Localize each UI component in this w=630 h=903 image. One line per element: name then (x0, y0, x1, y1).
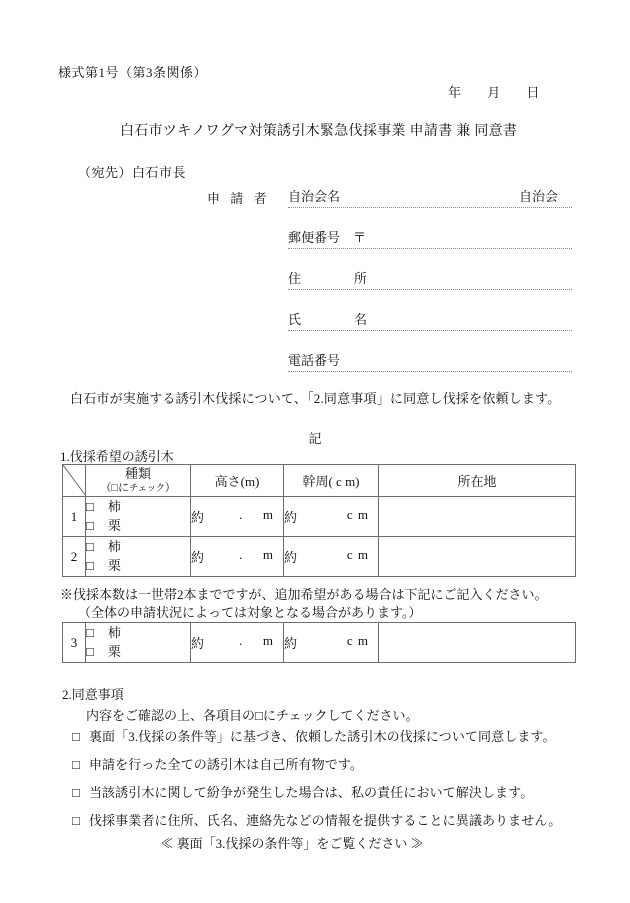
tree-table-main (62, 464, 576, 577)
field-suffix-association: 自治会 (518, 189, 558, 204)
consent-item-1[interactable] (72, 726, 561, 745)
column-header-type-line1: 種類 (124, 465, 151, 481)
row-type-checkboxes[interactable] (86, 537, 191, 577)
request-statement: 白石市が実施する誘引木伐採について、「2.同意事項」に同意し伐採を依頼します。 (70, 391, 561, 406)
height-decimal-dot: . (239, 507, 243, 522)
field-address[interactable] (288, 268, 572, 290)
trunk-unit-label: c m (346, 547, 369, 562)
row-height-input[interactable] (191, 623, 284, 663)
consent-item-4-label: 伐採事業者に住所、氏名、連絡先などの情報を提供することに異議ありません。 (88, 813, 562, 828)
height-decimal-dot: . (239, 633, 243, 648)
tree-option-kuri[interactable] (86, 557, 190, 576)
checkbox-consent-4-icon[interactable]: □ (72, 813, 80, 828)
note-line-2: （全体の申請状況によっては対象となる場合があります。） (78, 604, 422, 620)
table-row (63, 497, 576, 537)
height-decimal-dot: . (239, 547, 243, 562)
checkbox-kaki-icon[interactable]: □ (86, 498, 94, 514)
height-approx-label: 約 (191, 636, 205, 651)
row-type-checkboxes[interactable] (86, 497, 191, 537)
column-header-height: 高さ(m) (191, 465, 284, 497)
row-location-input[interactable] (379, 623, 576, 663)
column-header-location: 所在地 (379, 465, 576, 497)
checkbox-kaki-icon[interactable]: □ (86, 624, 94, 640)
applicant-label: 申 請 者 (207, 191, 271, 206)
field-label-address: 住 所 (288, 271, 377, 286)
tree-option-kaki[interactable] (86, 624, 190, 643)
consent-intro-text: 内容をご確認の上、各項目の□にチェックしてください。 (86, 708, 419, 723)
tree-option-label-kaki: 柿 (107, 498, 121, 514)
row-location-input[interactable] (379, 497, 576, 537)
tree-option-kaki[interactable] (86, 538, 190, 557)
trunk-approx-label: 約 (284, 510, 298, 525)
field-postal-code[interactable] (288, 227, 572, 249)
date-line (448, 82, 540, 101)
field-association-name[interactable] (288, 186, 572, 208)
footer-note: ≪ 裏面「3.伐採の条件等」をご覧ください ≫ (160, 836, 424, 851)
section2-title: 2.同意事項 (62, 687, 124, 702)
checkbox-consent-3-icon[interactable]: □ (72, 785, 80, 800)
checkbox-consent-1-icon[interactable]: □ (72, 729, 80, 744)
height-approx-label: 約 (191, 510, 205, 525)
checkbox-kuri-icon[interactable]: □ (86, 517, 94, 533)
height-unit-label: m (262, 633, 273, 648)
trunk-approx-label: 約 (284, 550, 298, 565)
field-name[interactable] (288, 309, 572, 331)
table-row (63, 623, 576, 663)
height-approx-label: 約 (191, 550, 205, 565)
table-header-row (63, 465, 576, 497)
additional-request-note (60, 586, 548, 621)
field-label-association-name: 自治会名 (288, 189, 341, 204)
checkbox-kuri-icon[interactable]: □ (86, 557, 94, 573)
consent-item-2[interactable] (72, 754, 561, 773)
tree-table-extra (62, 622, 576, 663)
row-trunk-input[interactable] (284, 623, 379, 663)
consent-checklist (72, 726, 561, 838)
height-unit-label: m (262, 547, 273, 562)
diagonal-line-icon (63, 465, 86, 496)
type-hint-kana: チェック (128, 483, 165, 494)
row-type-checkboxes[interactable] (86, 623, 191, 663)
height-unit-label: m (262, 507, 273, 522)
tree-option-label-kaki: 柿 (107, 624, 121, 640)
column-header-type-line2 (86, 482, 190, 495)
checkbox-consent-2-icon[interactable]: □ (72, 757, 80, 772)
kiji-marker: 記 (308, 431, 322, 446)
consent-item-3-label: 当該誘引木に関して紛争が発生した場合は、私の責任において解決します。 (88, 785, 534, 800)
field-phone[interactable] (288, 350, 572, 372)
date-year-label: 年 (448, 85, 462, 100)
addressee-line: （宛先）白石市長 (78, 165, 187, 180)
row-trunk-input[interactable] (284, 497, 379, 537)
consent-item-4[interactable] (72, 810, 561, 829)
checkbox-kuri-icon[interactable]: □ (86, 643, 94, 659)
trunk-unit-label: c m (346, 507, 369, 522)
date-month-label: 月 (487, 85, 501, 100)
tree-option-label-kuri: 栗 (107, 517, 121, 533)
tree-option-label-kuri: 栗 (107, 557, 121, 573)
row-trunk-input[interactable] (284, 537, 379, 577)
section1-title: 1.伐採希望の誘引木 (60, 449, 174, 464)
column-header-trunk: 幹周( c m) (284, 465, 379, 497)
row-location-input[interactable] (379, 537, 576, 577)
type-hint-close: ） (164, 481, 176, 494)
row-height-input[interactable] (191, 537, 284, 577)
row-number: 3 (63, 623, 86, 663)
note-line-1: ※伐採本数は一世帯2本までですが、追加希望がある場合は下記にご記入ください。 (60, 587, 548, 602)
table-row (63, 537, 576, 577)
consent-item-3[interactable] (72, 782, 561, 801)
type-hint-open: （□に (100, 481, 129, 494)
field-label-phone: 電話番号 (288, 353, 341, 368)
column-header-type (86, 465, 191, 497)
row-number: 1 (63, 497, 86, 537)
tree-option-kuri[interactable] (86, 517, 190, 536)
field-label-name: 氏 名 (288, 312, 377, 327)
field-label-postal-code: 郵便番号 〒 (288, 230, 367, 245)
tree-option-label-kuri: 栗 (107, 643, 121, 659)
tree-option-kuri[interactable] (86, 643, 190, 662)
consent-item-2-label: 申請を行った全ての誘引木は自己所有物です。 (88, 757, 364, 772)
trunk-unit-label: c m (346, 633, 369, 648)
tree-option-label-kaki: 柿 (107, 538, 121, 554)
checkbox-kaki-icon[interactable]: □ (86, 538, 94, 554)
row-number: 2 (63, 537, 86, 577)
tree-option-kaki[interactable] (86, 498, 190, 517)
consent-item-1-label: 裏面「3.伐採の条件等」に基づき、依頼した誘引木の伐採について同意します。 (88, 729, 556, 744)
diagonal-header-cell (63, 465, 86, 497)
trunk-approx-label: 約 (284, 636, 298, 651)
document-title: 白石市ツキノワグマ対策誘引木緊急伐採事業 申請書 兼 同意書 (120, 124, 518, 139)
row-height-input[interactable] (191, 497, 284, 537)
form-code: 様式第1号（第3条関係） (58, 65, 208, 80)
date-day-label: 日 (526, 85, 541, 100)
